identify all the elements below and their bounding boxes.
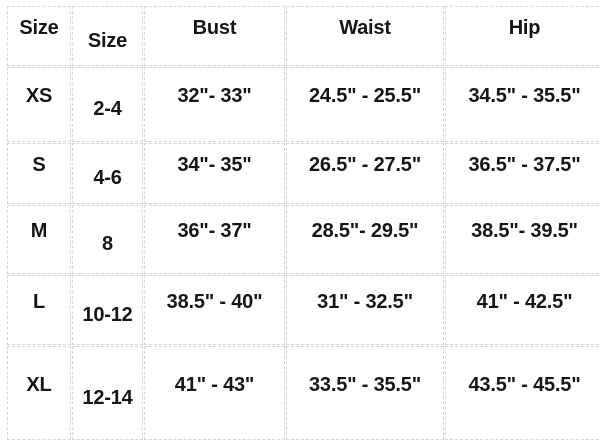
m-hip-value: 38.5"- 39.5" [471, 220, 578, 242]
xs-size-number: 2-4 [93, 98, 122, 120]
header-hip-label: Hip [508, 16, 541, 39]
header-bust [144, 6, 285, 66]
header-waist-label: Waist [339, 16, 391, 39]
xl-bust-value: 41" - 43" [174, 373, 255, 396]
cell-xs-size-number [72, 67, 143, 142]
cell-xs-waist [286, 67, 444, 142]
table-row-xl [7, 346, 600, 440]
cell-xl-bust [144, 346, 285, 440]
l-bust-value: 38.5" - 40" [166, 290, 263, 313]
cell-l-bust [144, 275, 285, 345]
header-size-number [72, 6, 143, 66]
cell-s-hip [445, 143, 600, 204]
header-bust-label: Bust [192, 16, 237, 39]
cell-m-size-number [72, 205, 143, 274]
header-row [7, 6, 600, 66]
cell-m-hip [445, 205, 600, 274]
table-row-m [7, 205, 600, 274]
header-size-letter [7, 6, 71, 66]
cell-l-waist [286, 275, 444, 345]
s-size-number: 4-6 [93, 167, 122, 189]
cell-s-waist [286, 143, 444, 204]
xl-waist-value: 33.5" - 35.5" [309, 373, 421, 396]
s-waist-value: 26.5" - 27.5" [309, 154, 421, 176]
cell-s-size-number [72, 143, 143, 204]
cell-xs-hip [445, 67, 600, 142]
cell-m-size-letter [7, 205, 71, 274]
cell-l-size-letter [7, 275, 71, 345]
xs-size-letter: XS [25, 85, 53, 107]
l-size-letter: L [32, 290, 46, 313]
l-waist-value: 31" - 32.5" [317, 290, 413, 313]
table-row-xs [7, 67, 600, 142]
size-chart-table [6, 5, 600, 441]
cell-xs-bust [144, 67, 285, 142]
l-hip-value: 41" - 42.5" [476, 290, 573, 313]
cell-m-waist [286, 205, 444, 274]
s-hip-value: 36.5" - 37.5" [468, 154, 581, 176]
xl-size-number: 12-14 [82, 386, 133, 409]
l-size-number: 10-12 [82, 303, 133, 326]
cell-l-hip [445, 275, 600, 345]
cell-xl-hip [445, 346, 600, 440]
header-size-letter-label: Size [19, 16, 59, 39]
xs-bust-value: 32"- 33" [177, 85, 252, 107]
s-size-letter: S [32, 154, 46, 176]
header-hip [445, 6, 600, 66]
xl-size-letter: XL [26, 373, 52, 396]
cell-s-bust [144, 143, 285, 204]
xs-hip-value: 34.5" - 35.5" [468, 85, 581, 107]
xs-waist-value: 24.5" - 25.5" [309, 85, 421, 107]
header-size-number-label: Size [87, 29, 128, 52]
m-waist-value: 28.5"- 29.5" [311, 220, 419, 242]
m-bust-value: 36"- 37" [177, 220, 252, 242]
cell-xl-size-number [72, 346, 143, 440]
cell-l-size-number [72, 275, 143, 345]
cell-xl-waist [286, 346, 444, 440]
table-row-s [7, 143, 600, 204]
cell-xs-size-letter [7, 67, 71, 142]
m-size-letter: M [30, 220, 48, 242]
table-row-l [7, 275, 600, 345]
header-waist [286, 6, 444, 66]
cell-m-bust [144, 205, 285, 274]
s-bust-value: 34"- 35" [177, 154, 252, 176]
m-size-number: 8 [102, 233, 113, 255]
cell-xl-size-letter [7, 346, 71, 440]
xl-hip-value: 43.5" - 45.5" [468, 373, 581, 396]
cell-s-size-letter [7, 143, 71, 204]
